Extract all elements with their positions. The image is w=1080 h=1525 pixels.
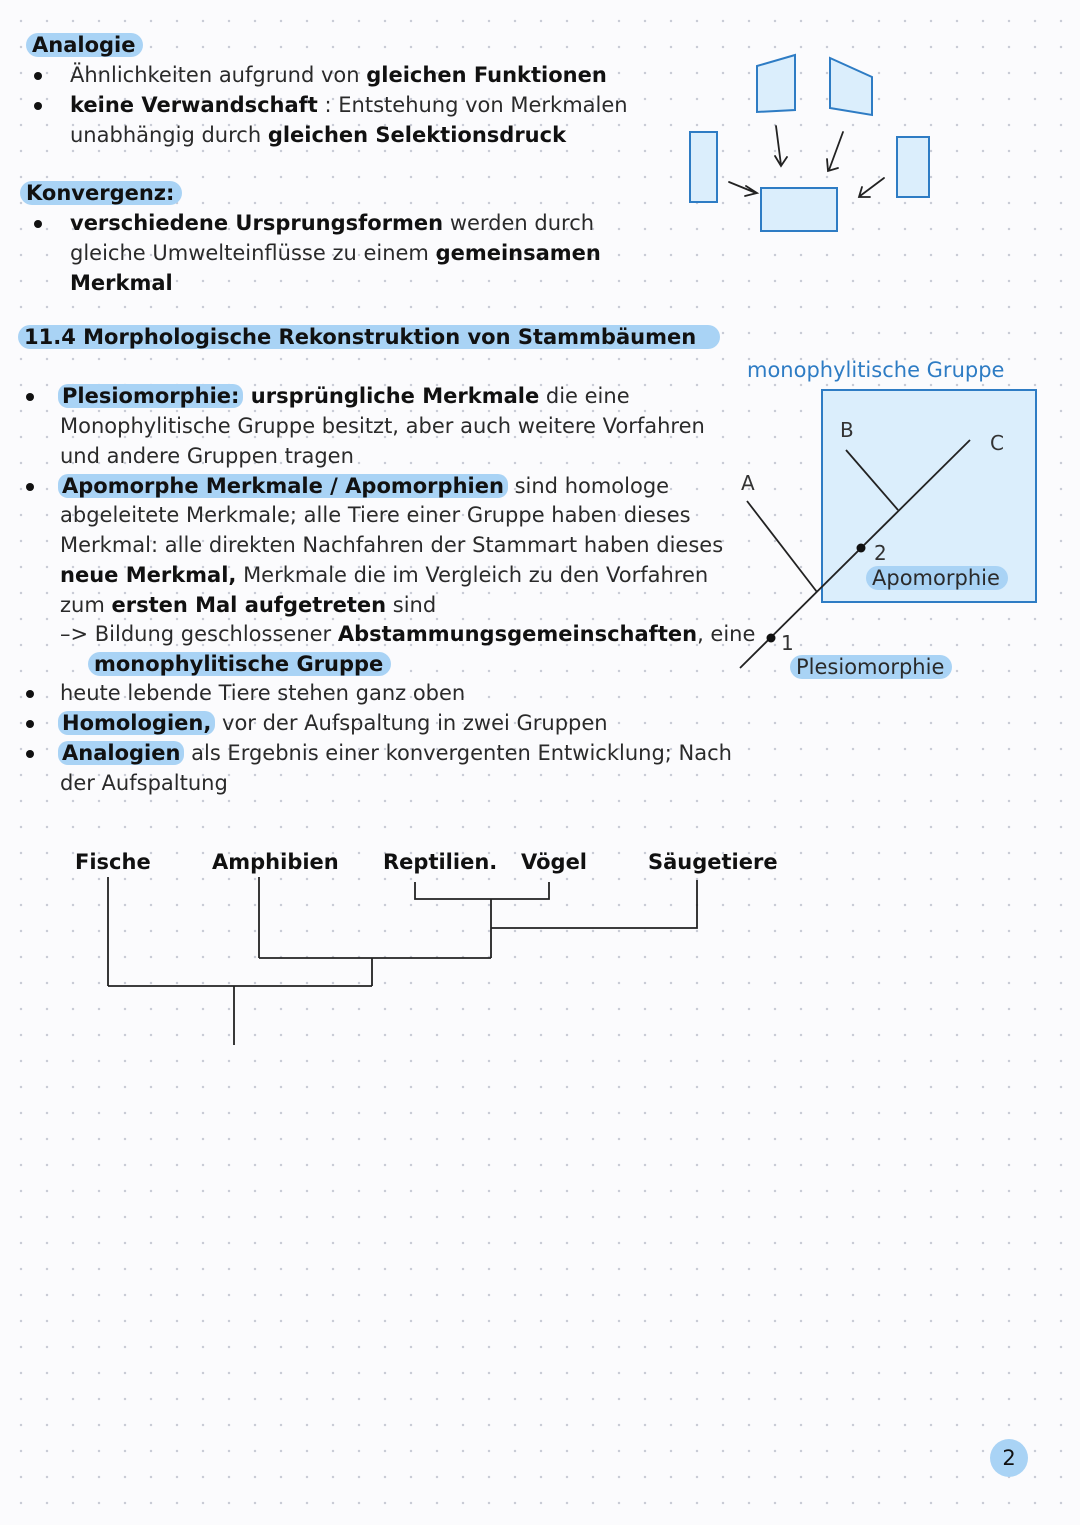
taxon-voegel: Vögel xyxy=(521,850,588,874)
node-1-dot xyxy=(767,634,776,643)
apomorphie-line-5: zum ersten Mal aufgetreten sind xyxy=(60,593,437,617)
analogie-bullet-2: keine Verwandschaft : Entstehung von Merkmalen xyxy=(70,93,628,117)
node-1-label: 1 xyxy=(781,631,794,655)
cladogram-branch-a xyxy=(747,501,817,592)
analogie-bullet-2-cont: unabhängig durch gleichen Selektionsdruck xyxy=(70,123,567,147)
apomorphie-item: Apomorphe Merkmale / Apomorphien sind homologe xyxy=(58,471,669,501)
cladogram-label-c: C xyxy=(990,431,1004,455)
analogien-line-2: der Aufspaltung xyxy=(60,771,228,795)
analogien-item: Analogien als Ergebnis einer konvergenten Entwicklung; Nach xyxy=(58,738,732,768)
taxon-amphibien: Amphibien xyxy=(212,850,339,874)
apomorphie-label: Apomorphie xyxy=(866,563,1008,593)
konvergenz-line-2: gleiche Umwelteinflüsse zu einem gemeinsamen xyxy=(70,241,601,265)
node-2-label: 2 xyxy=(874,541,887,565)
taxon-fische: Fische xyxy=(75,850,151,874)
plesiomorphie-label: Plesiomorphie xyxy=(790,652,952,682)
monophyletic-group-label: monophylitische Gruppe xyxy=(747,358,1005,382)
homologien-item: Homologien, vor der Aufspaltung in zwei Gruppen xyxy=(58,708,608,738)
node-2-dot xyxy=(857,544,866,553)
apomorphie-line-2: abgeleitete Merkmale; alle Tiere einer Gruppe haben dieses xyxy=(60,503,691,527)
shape-trapezoid-left xyxy=(757,55,795,112)
tree-join-saeugetiere xyxy=(491,880,697,928)
cladogram-label-b: B xyxy=(840,418,854,442)
arrow-icon xyxy=(775,126,787,166)
analogie-heading: Analogie xyxy=(26,30,143,60)
apomorphie-line-4: neue Merkmal, Merkmale die im Vergleich zu den Vorfahren xyxy=(60,563,709,587)
cladogram-label-a: A xyxy=(741,471,755,495)
plesiomorphie-item: Plesiomorphie: ursprüngliche Merkmale die eine xyxy=(58,381,630,411)
apomorphie-line-3: Merkmal: alle direkten Nachfahren der Stammart haben dieses xyxy=(60,533,724,557)
page-number: 2 xyxy=(990,1439,1028,1477)
konvergenz-line-3: Merkmal xyxy=(70,271,173,295)
taxon-reptilien: Reptilien. xyxy=(383,850,498,874)
analogie-bullet-1: Ähnlichkeiten aufgrund von gleichen Funktionen xyxy=(70,63,607,87)
shape-common-form xyxy=(761,188,837,231)
heute-item: heute lebende Tiere stehen ganz oben xyxy=(60,681,466,705)
arrow-icon xyxy=(827,132,843,171)
shape-bar-right xyxy=(897,137,929,197)
plesiomorphie-line-3: und andere Gruppen tragen xyxy=(60,444,354,468)
taxon-saeugetiere: Säugetiere xyxy=(648,850,778,874)
apomorphie-line-6: –> Bildung geschlossener Abstammungsgemeinschaften, eine xyxy=(60,622,756,646)
tree-join-reptilien-voegel xyxy=(415,882,549,899)
apomorphie-line-7: monophylitische Gruppe xyxy=(88,649,391,679)
shape-bar-left xyxy=(690,132,717,202)
konvergenz-line-1: verschiedene Ursprungsformen werden durch xyxy=(70,211,595,235)
arrow-icon xyxy=(859,178,884,197)
arrow-icon xyxy=(729,182,757,196)
konvergenz-heading: Konvergenz: xyxy=(20,178,182,208)
section-heading: 11.4 Morphologische Rekonstruktion von Stammbäumen xyxy=(18,322,720,352)
shape-trapezoid-right xyxy=(830,58,872,115)
plesiomorphie-line-2: Monophylitische Gruppe besitzt, aber auch weitere Vorfahren xyxy=(60,414,705,438)
